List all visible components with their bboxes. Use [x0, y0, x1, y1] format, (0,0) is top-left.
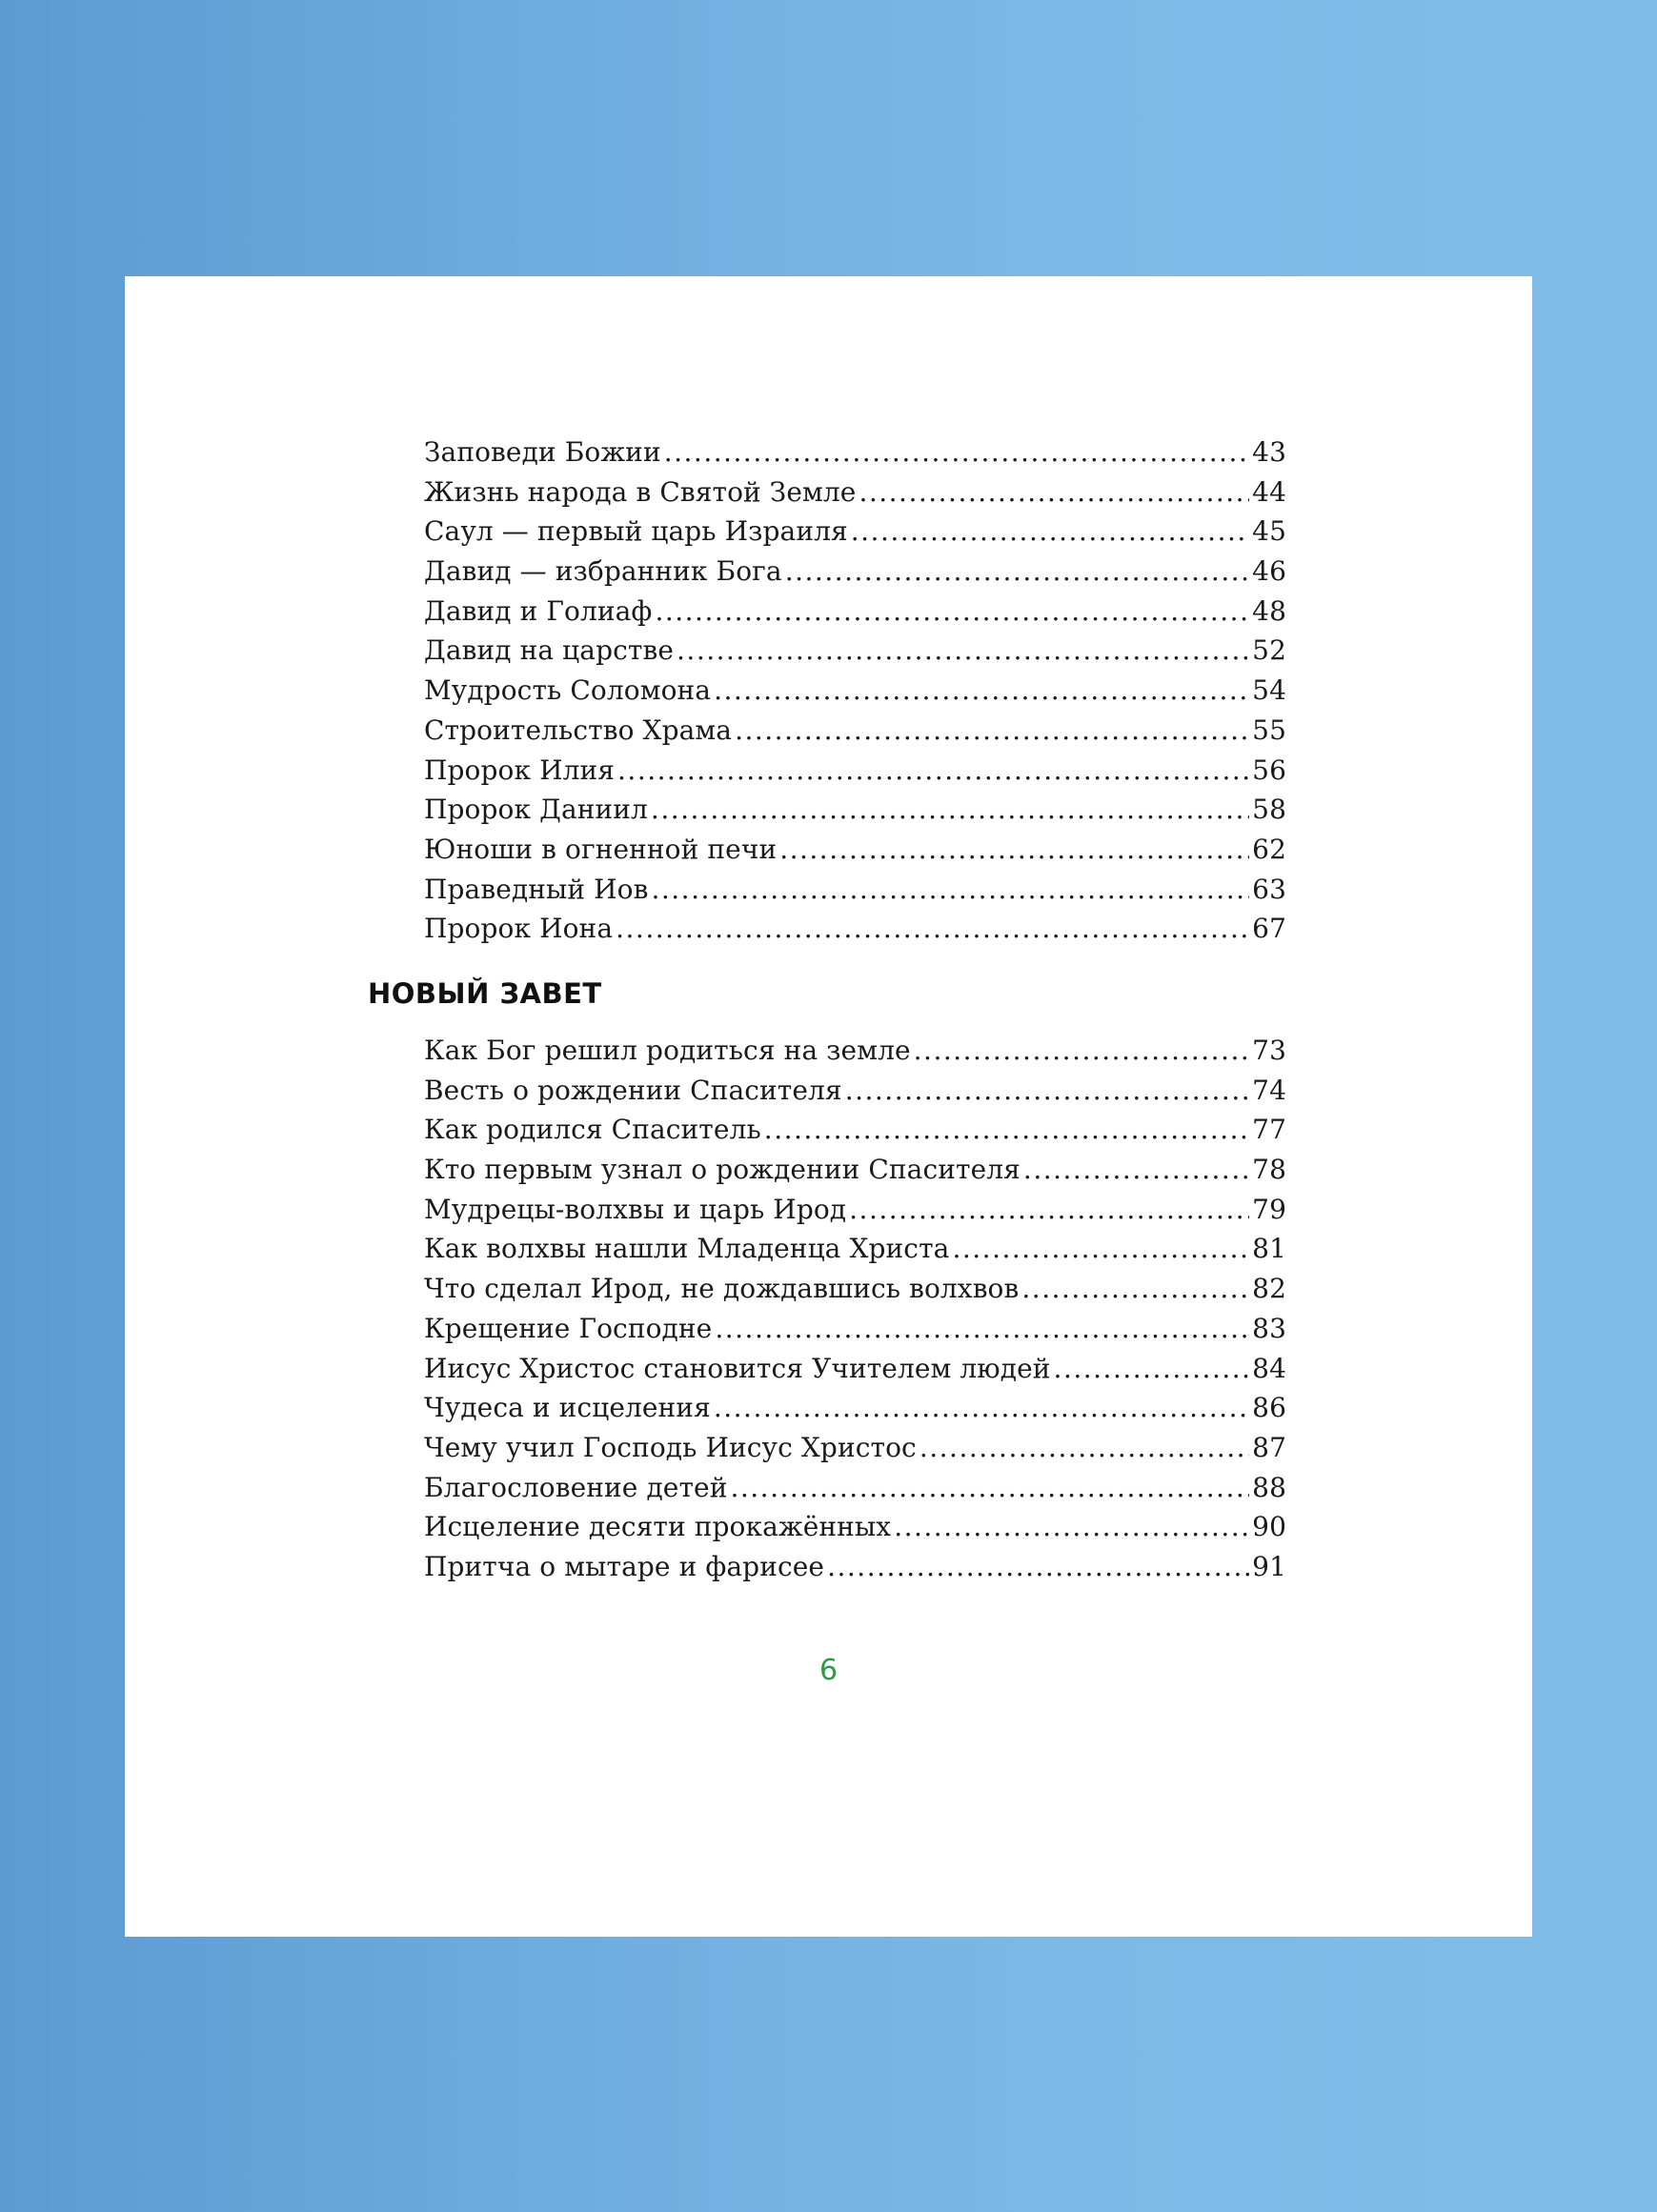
section-heading-new-testament: НОВЫЙ ЗАВЕТ [368, 977, 602, 1010]
entry-page-number: 58 [1252, 794, 1286, 826]
dot-leader [730, 1472, 1249, 1503]
entry-title: Мудрецы-волхвы и царь Ирод [424, 1193, 847, 1225]
toc-entry [424, 754, 1286, 794]
entry-title: Жизнь народа в Святой Земле [424, 475, 857, 508]
dot-leader [664, 436, 1249, 468]
entry-page-number: 83 [1252, 1312, 1286, 1344]
entry-page-number: 81 [1252, 1233, 1286, 1265]
entry-page-number: 56 [1252, 754, 1286, 786]
entry-title: Как Бог решил родиться на земле [424, 1035, 911, 1066]
dot-leader [651, 874, 1249, 905]
entry-page-number: 52 [1252, 634, 1286, 667]
dot-leader [859, 476, 1249, 508]
entry-title: Благословение детей [424, 1471, 728, 1503]
entry-page-number: 67 [1252, 913, 1286, 945]
entry-title: Давид на царстве [424, 634, 675, 667]
toc-entry [424, 1353, 1286, 1393]
entry-title: Весть о рождении Спасителя [424, 1074, 842, 1106]
toc-entry [424, 834, 1286, 874]
toc-entry [424, 1194, 1286, 1234]
dot-leader [1023, 1154, 1249, 1185]
entry-page-number: 79 [1252, 1193, 1286, 1225]
dot-leader [894, 1511, 1249, 1542]
entry-page-number: 63 [1252, 873, 1286, 905]
toc-entry [424, 595, 1286, 635]
entry-title: Как волхвы нашли Младенца Христа [424, 1233, 950, 1265]
entry-page-number: 46 [1252, 555, 1286, 588]
entry-title: Исцеление десяти прокажённых [424, 1511, 892, 1543]
dot-leader [651, 794, 1249, 825]
toc-entry [424, 634, 1286, 674]
entry-title: Строительство Храма [424, 714, 733, 746]
dot-leader [714, 674, 1249, 706]
entry-title: Пророк Илия [424, 754, 616, 786]
entry-page-number: 86 [1252, 1392, 1286, 1424]
page-number-folio: 6 [818, 1654, 839, 1687]
entry-page-number: 54 [1252, 674, 1286, 707]
dot-leader [714, 1392, 1249, 1423]
table-of-contents [125, 276, 1532, 1937]
toc-entry [424, 913, 1286, 953]
toc-entry [424, 1233, 1286, 1273]
entry-title: Мудрость Соломона [424, 674, 712, 707]
dot-leader [952, 1233, 1249, 1264]
dot-leader [851, 515, 1249, 547]
toc-entry [424, 515, 1286, 555]
entry-page-number: 91 [1252, 1550, 1286, 1582]
dot-leader [785, 555, 1249, 587]
toc-entry [424, 1114, 1286, 1154]
dot-leader [1021, 1273, 1249, 1304]
entry-page-number: 74 [1252, 1074, 1286, 1106]
entry-title: Чему учил Господь Иисус Христос [424, 1431, 917, 1463]
dot-leader [764, 1114, 1249, 1145]
toc-entry [424, 1154, 1286, 1194]
dot-leader [919, 1432, 1249, 1463]
entry-page-number: 90 [1252, 1511, 1286, 1543]
entry-title: Притча о мытаре и фарисее [424, 1550, 825, 1582]
toc-entry [424, 674, 1286, 714]
dot-leader [617, 754, 1249, 786]
toc-entry [424, 1511, 1286, 1551]
entry-title: Давид и Голиаф [424, 594, 653, 627]
entry-page-number: 87 [1252, 1431, 1286, 1463]
entry-title: Пророк Даниил [424, 794, 648, 826]
toc-entry [424, 794, 1286, 834]
entry-page-number: 44 [1252, 475, 1286, 508]
dot-leader [735, 714, 1249, 746]
dot-leader [715, 1313, 1249, 1344]
dot-leader [845, 1075, 1249, 1106]
toc-entry [424, 1035, 1286, 1075]
entry-page-number: 62 [1252, 833, 1286, 865]
dot-leader [677, 634, 1249, 666]
toc-entry [424, 1313, 1286, 1353]
entry-title: Давид — избранник Бога [424, 555, 782, 588]
toc-entry [424, 555, 1286, 595]
dot-leader [849, 1194, 1249, 1225]
toc-entry [424, 714, 1286, 754]
entry-page-number: 43 [1252, 436, 1286, 468]
entry-title: Пророк Иона [424, 913, 614, 945]
dot-leader [827, 1551, 1249, 1582]
entry-title: Как родился Спаситель [424, 1114, 761, 1146]
entry-page-number: 73 [1252, 1035, 1286, 1066]
toc-entry [424, 1432, 1286, 1472]
toc-entry [424, 476, 1286, 516]
entry-title: Юноши в огненной печи [424, 833, 778, 865]
dot-leader [779, 834, 1249, 865]
toc-entry [424, 1392, 1286, 1432]
dot-leader [616, 913, 1249, 944]
toc-entry [424, 874, 1286, 914]
entry-title: Чудеса и исцеления [424, 1392, 711, 1424]
dot-leader [914, 1035, 1250, 1066]
new-testament-entries [424, 1035, 1286, 1591]
entry-page-number: 48 [1252, 594, 1286, 627]
toc-entry [424, 436, 1286, 476]
toc-entry [424, 1551, 1286, 1591]
entry-title: Праведный Иов [424, 873, 649, 905]
entry-title: Заповеди Божии [424, 436, 661, 468]
entry-page-number: 77 [1252, 1114, 1286, 1146]
entry-page-number: 55 [1252, 714, 1286, 746]
entry-title: Крещение Господне [424, 1312, 713, 1344]
entry-page-number: 78 [1252, 1154, 1286, 1186]
entry-title: Кто первым узнал о рождении Спасителя [424, 1154, 1020, 1186]
entry-title: Саул — первый царь Израиля [424, 515, 848, 548]
book-page [125, 276, 1532, 1937]
dot-leader [1054, 1353, 1250, 1384]
toc-entry [424, 1273, 1286, 1313]
toc-entry [424, 1472, 1286, 1512]
old-testament-entries [424, 436, 1286, 953]
entry-title: Иисус Христос становится Учителем людей [424, 1352, 1051, 1384]
entry-page-number: 82 [1252, 1273, 1286, 1305]
dot-leader [655, 595, 1249, 627]
toc-entry [424, 1075, 1286, 1115]
entry-page-number: 45 [1252, 515, 1286, 548]
entry-title: Что сделал Ирод, не дождавшись волхвов [424, 1273, 1020, 1305]
entry-page-number: 84 [1252, 1352, 1286, 1384]
entry-page-number: 88 [1252, 1471, 1286, 1503]
